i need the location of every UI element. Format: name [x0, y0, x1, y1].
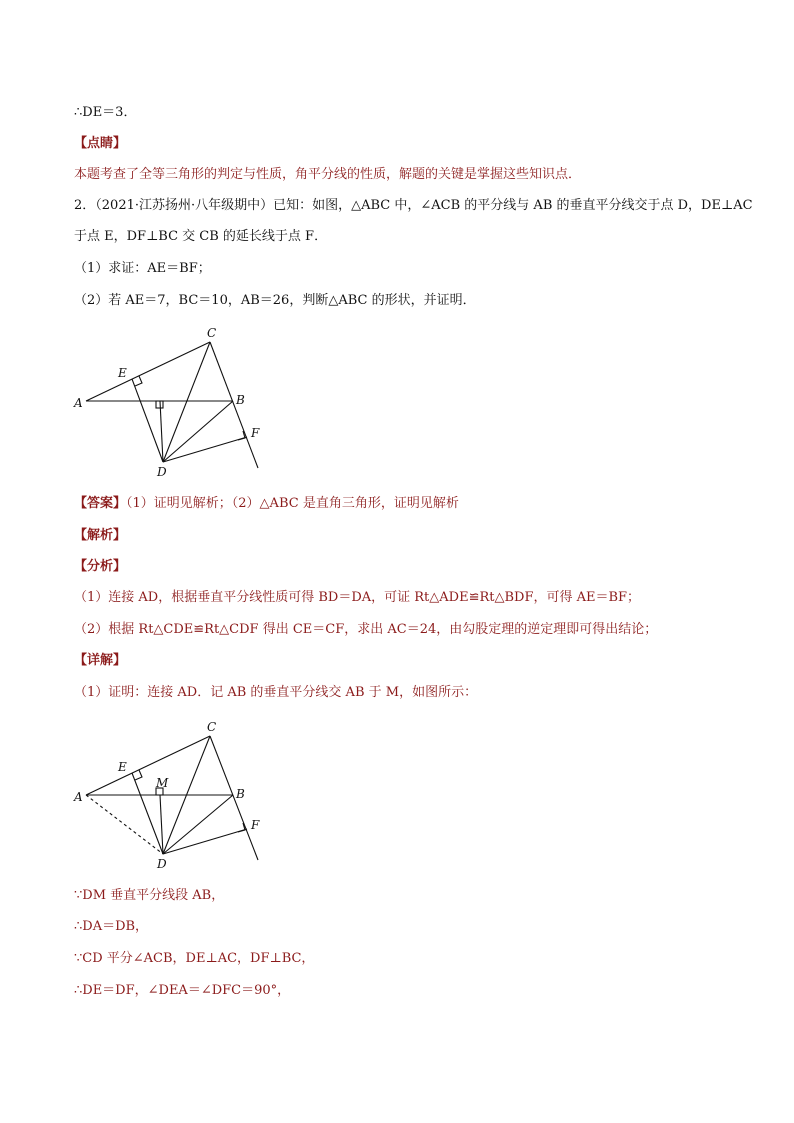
section-xiangjie: 【详解】: [74, 653, 127, 668]
segment-dm: [160, 401, 163, 462]
analysis-1: （1）连接 AD，根据垂直平分线性质可得 BD＝DA，可证 Rt△ADE≌Rt△BDF，可得 AE＝BF；: [74, 590, 641, 605]
segment-df: [163, 437, 247, 462]
proof-step-1: ∵DM 垂直平分线段 AB，: [74, 888, 225, 903]
segment-df: [163, 829, 247, 854]
segment-db: [163, 401, 233, 462]
geometry-figure-2: [70, 714, 290, 874]
proof-intro: （1）证明：连接 AD．记 AB 的垂直平分线交 AB 于 M，如图所示：: [74, 685, 478, 700]
answer-text: （1）证明见解析；（2）△ABC 是直角三角形，证明见解析: [126, 496, 459, 511]
conclusion-de: ∴DE＝3．: [74, 105, 137, 120]
right-angle-m: [156, 401, 163, 408]
section-jiexi: 【解析】: [74, 528, 127, 543]
segment-cd: [163, 342, 210, 462]
right-angle-f: [238, 431, 245, 440]
segment-c-extension: [210, 736, 258, 860]
label-f: F: [251, 426, 260, 440]
problem-2-stem: 2．（2021·江苏扬州·八年级期中）已知：如图，△ABC 中，∠ACB 的平分线与 AB 的垂直平分线交于点 D，DE⊥AC: [74, 198, 753, 213]
section-dianjing: 【点睛】: [74, 136, 127, 151]
label-e: E: [118, 760, 127, 774]
proof-step-4: ∴DE＝DF，∠DEA＝∠DFC＝90°，: [74, 983, 291, 998]
label-d: D: [157, 857, 167, 871]
segment-c-extension: [210, 342, 258, 468]
dianjing-text: 本题考查了全等三角形的判定与性质，角平分线的性质，解题的关键是掌握这些知识点．: [74, 167, 582, 182]
segment-de: [132, 379, 163, 462]
proof-step-3: ∵CD 平分∠ACB，DE⊥AC，DF⊥BC，: [74, 951, 315, 966]
analysis-2: （2）根据 Rt△CDE≌Rt△CDF 得出 CE＝CF，求出 AC＝24，由勾股定理的逆定理即可得出结论；: [74, 622, 658, 637]
label-f: F: [251, 818, 260, 832]
proof-step-2: ∴DA＝DB，: [74, 919, 149, 934]
problem-2-part2: （2）若 AE＝7，BC＝10，AB＝26，判断△ABC 的形状，并证明．: [74, 293, 476, 308]
label-e: E: [118, 366, 127, 380]
label-c: C: [207, 720, 217, 734]
geometry-figure-1: [70, 322, 290, 482]
label-a: A: [74, 396, 83, 410]
label-c: C: [207, 326, 217, 340]
section-fenxi: 【分析】: [74, 559, 127, 574]
answer-line: [74, 495, 459, 513]
label-a: A: [74, 790, 83, 804]
problem-2-stem-cont: 于点 E，DF⊥BC 交 CB 的延长线于点 F．: [74, 229, 328, 244]
problem-2-part1: （1）求证：AE＝BF；: [74, 261, 211, 276]
label-b: B: [236, 787, 245, 801]
label-d: D: [157, 465, 167, 479]
label-m: M: [156, 776, 169, 790]
segment-ac: [86, 736, 210, 795]
segment-db: [163, 795, 233, 854]
segment-dm: [160, 795, 163, 854]
answer-tag: 【答案】: [74, 496, 127, 511]
label-b: B: [236, 393, 245, 407]
right-angle-f: [238, 823, 245, 832]
segment-ac: [86, 342, 210, 401]
